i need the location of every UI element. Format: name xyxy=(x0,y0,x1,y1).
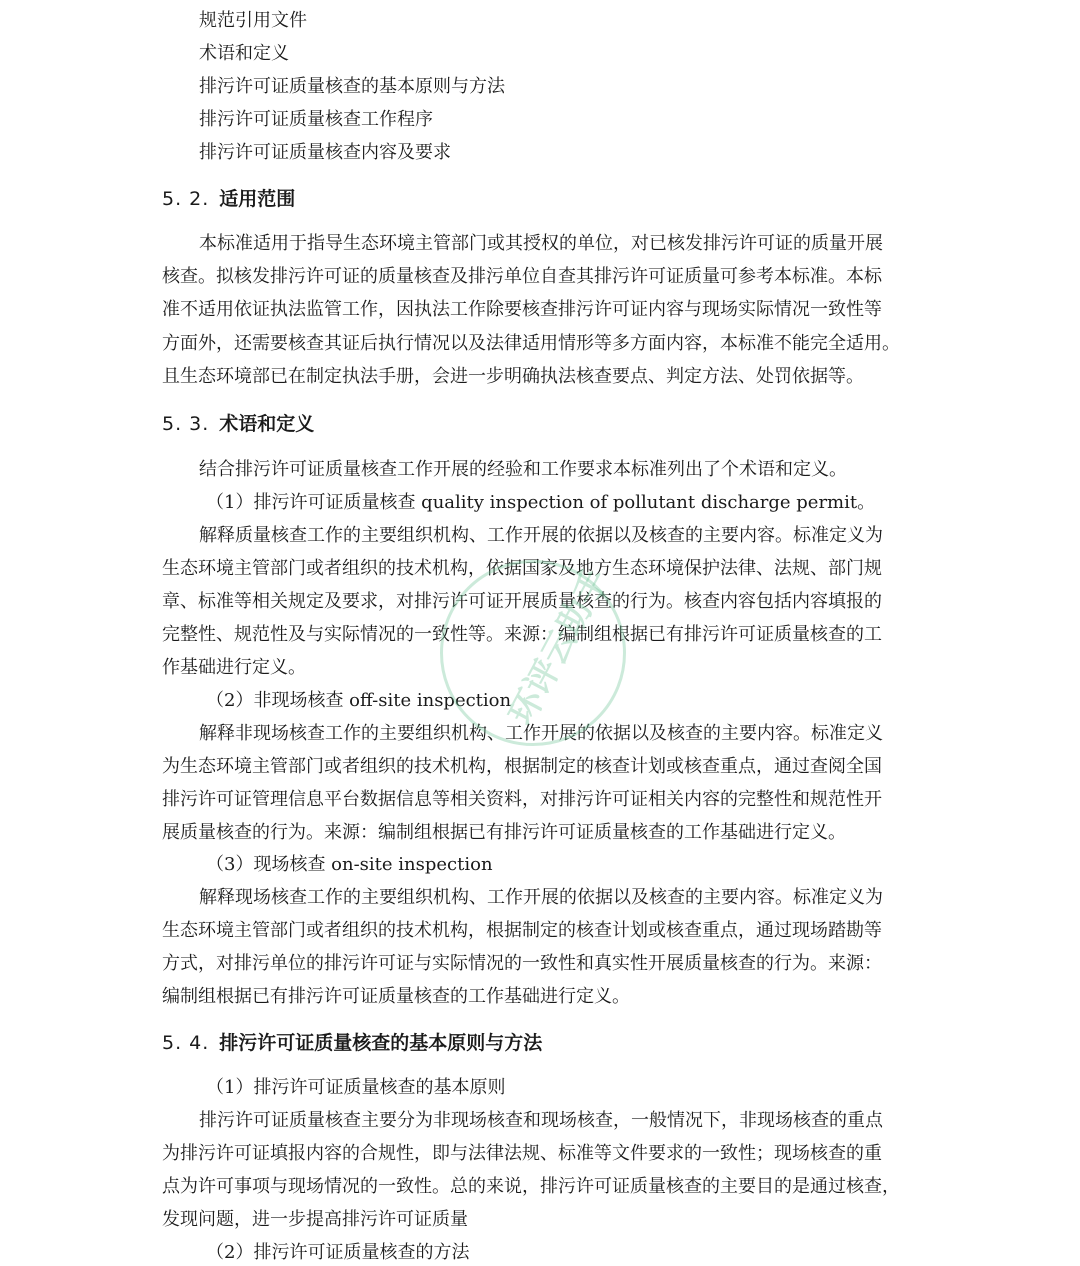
paragraph-line: 为排污许可证填报内容的合规性，即与法律法规、标准等文件要求的一致性；现场核查的重 xyxy=(162,1143,882,1164)
section-title: 术语和定义 xyxy=(219,413,315,435)
paragraph-line: 编制组根据已有排污许可证质量核查的工作基础进行定义。 xyxy=(162,986,630,1007)
paragraph-line: 点为许可事项与现场情况的一致性。总的来说，排污许可证质量核查的主要目的是通过核查， xyxy=(162,1176,900,1197)
paragraph-line: 完整性、规范性及与实际情况的一致性等。来源：编制组根据已有排污许可证质量核查的工 xyxy=(162,624,882,645)
watermark-stamp xyxy=(440,560,626,746)
section-number: 5. 4. xyxy=(162,1032,210,1054)
term-heading: （1）排污许可证质量核查的基本原则 xyxy=(206,1077,506,1098)
toc-item: 排污许可证质量核查的基本原则与方法 xyxy=(199,76,505,97)
toc-item: 排污许可证质量核查工作程序 xyxy=(199,109,433,130)
toc-item: 排污许可证质量核查内容及要求 xyxy=(199,142,451,163)
paragraph-line: 生态环境主管部门或者组织的技术机构，依据国家及地方生态环境保护法律、法规、部门规 xyxy=(162,558,882,579)
paragraph-line: 结合排污许可证质量核查工作开展的经验和工作要求本标准列出了个术语和定义。 xyxy=(199,459,847,480)
paragraph-line: 排污许可证管理信息平台数据信息等相关资料，对排污许可证相关内容的完整性和规范性开 xyxy=(162,789,882,810)
section-heading xyxy=(162,411,314,437)
paragraph-line: 章、标准等相关规定及要求，对排污许可证开展质量核查的行为。核查内容包括内容填报的 xyxy=(162,591,882,612)
paragraph-line: 解释质量核查工作的主要组织机构、工作开展的依据以及核查的主要内容。标准定义为 xyxy=(199,525,883,546)
toc-item: 规范引用文件 xyxy=(199,10,307,31)
paragraph-line: 解释非现场核查工作的主要组织机构、工作开展的依据以及核查的主要内容。标准定义 xyxy=(199,723,883,744)
section-heading xyxy=(162,186,295,212)
paragraph-line: 生态环境主管部门或者组织的技术机构，根据制定的核查计划或核查重点，通过现场踏勘等 xyxy=(162,920,882,941)
paragraph-line: 方式，对排污单位的排污许可证与实际情况的一致性和真实性开展质量核查的行为。来源： xyxy=(162,953,882,974)
paragraph-line: 且生态环境部已在制定执法手册，会进一步明确执法核查要点、判定方法、处罚依据等。 xyxy=(162,366,864,387)
paragraph-line: 解释现场核查工作的主要组织机构、工作开展的依据以及核查的主要内容。标准定义为 xyxy=(199,887,883,908)
toc-item: 术语和定义 xyxy=(199,43,289,64)
paragraph-line: 发现问题，进一步提高排污许可证质量 xyxy=(162,1209,468,1230)
term-heading: （1）排污许可证质量核查 quality inspection of pollutant discharge permit。 xyxy=(206,492,876,513)
paragraph-line: 准不适用依证执法监管工作，因执法工作除要核查排污许可证内容与现场实际情况一致性等 xyxy=(162,299,882,320)
paragraph-line: 排污许可证质量核查主要分为非现场核查和现场核查，一般情况下，非现场核查的重点 xyxy=(199,1110,883,1131)
paragraph-line: 展质量核查的行为。来源：编制组根据已有排污许可证质量核查的工作基础进行定义。 xyxy=(162,822,846,843)
term-heading: （3）现场核查 on-site inspection xyxy=(206,854,493,875)
section-number: 5. 3. xyxy=(162,413,210,435)
term-heading: （2）排污许可证质量核查的方法 xyxy=(206,1242,470,1263)
paragraph-line: 核查。拟核发排污许可证的质量核查及排污单位自查其排污许可证质量可参考本标准。本标 xyxy=(162,266,882,287)
paragraph-line: 作基础进行定义。 xyxy=(162,657,306,678)
section-title: 排污许可证质量核查的基本原则与方法 xyxy=(219,1032,543,1054)
section-number: 5. 2. xyxy=(162,188,210,210)
paragraph-line: 方面外，还需要核查其证后执行情况以及法律适用情形等多方面内容，本标准不能完全适用。 xyxy=(162,333,900,354)
section-heading xyxy=(162,1030,542,1056)
section-title: 适用范围 xyxy=(219,188,296,210)
paragraph-line: 为生态环境主管部门或者组织的技术机构，根据制定的核查计划或核查重点，通过查阅全国 xyxy=(162,756,882,777)
watermark-text: 环评云助手 xyxy=(501,562,617,732)
paragraph-line: 本标准适用于指导生态环境主管部门或其授权的单位，对已核发排污许可证的质量开展 xyxy=(199,233,883,254)
term-heading: （2）非现场核查 off-site inspection xyxy=(206,690,512,711)
